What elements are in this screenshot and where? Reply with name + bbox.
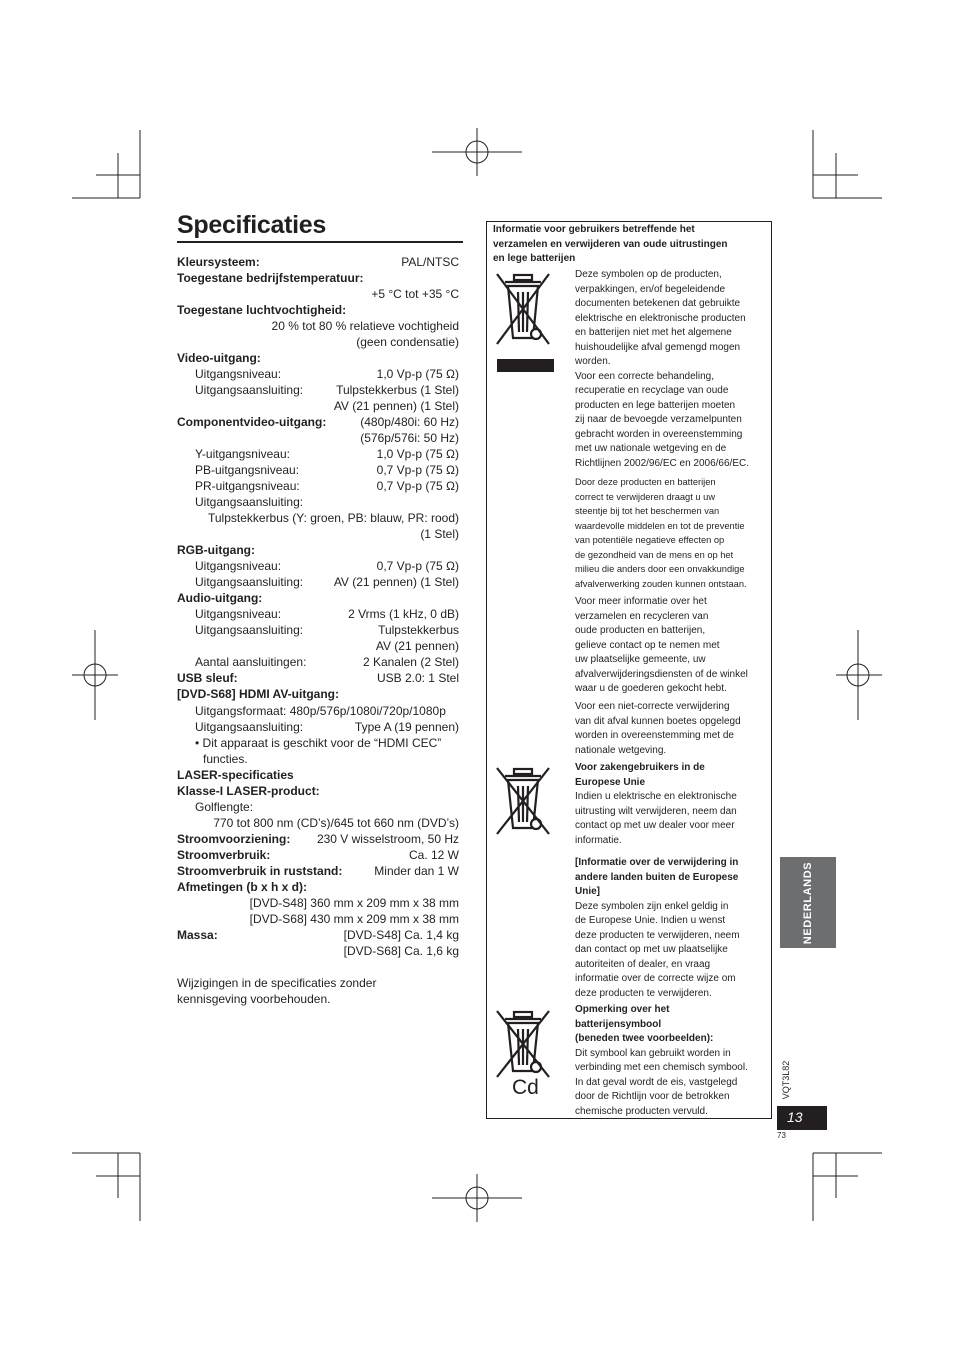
outside-eu-section [575, 856, 767, 1001]
spec-value: 230 V wisselstroom, 50 Hz [316, 832, 459, 846]
crossed-bin-icon [491, 764, 555, 838]
text-line: Richtlijnen 2002/96/EC en 2006/66/EC. [575, 457, 750, 469]
page-number-box [777, 1106, 827, 1130]
text-line: deze producten te verwijderen. [575, 987, 712, 999]
spec-label: Klasse-I LASER-product: [177, 784, 320, 798]
spec-label: Toegestane luchtvochtigheid: [177, 303, 347, 317]
spec-label: Stroomverbruik in ruststand: [177, 864, 343, 878]
section-heading: (beneden twee voorbeelden): [575, 1033, 714, 1044]
text-line: elektrische en elektronische producten [575, 312, 746, 324]
spec-label: Kleursysteem: [177, 255, 260, 269]
text-line: met uw nationale wetgeving en de [575, 443, 727, 454]
spec-label: Stroomvoorziening: [177, 832, 291, 846]
text-line: worden in overeenstemming met de [575, 730, 734, 741]
text-line: waar u de goederen gekocht hebt. [575, 683, 727, 694]
text-line: en batterijen niet met het algemene [575, 327, 732, 338]
spec-value: 1,0 Vp-p (75 Ω) [376, 447, 459, 461]
text-line: Voor meer informatie over het [575, 596, 707, 607]
spec-note: • Dit apparaat is geschikt voor de “HDMI CEC” [195, 736, 442, 750]
text-line: oude producten en batterijen, [575, 625, 706, 636]
text-line: nationale wetgeving. [575, 744, 667, 756]
text-line: Voor een niet-correcte verwijdering [575, 701, 730, 712]
spec-value: PAL/NTSC [401, 255, 459, 269]
text-line: afvalverwerking zouden kunnen ontstaan. [575, 578, 747, 589]
text-line: milieu die anders door een onvakkundige [575, 564, 745, 574]
spec-value: AV (21 pennen) [375, 639, 459, 653]
text-line: Deze symbolen zijn enkel geldig in [575, 900, 729, 912]
text-line: zij naar de bevoegde verzamelpunten [575, 414, 742, 425]
text-line: de Europese Unie. Indien u wenst [575, 915, 726, 926]
language-tab [780, 857, 836, 948]
title-line: Informatie voor gebruikers betreffende het [493, 224, 695, 235]
text-line: Dit symbool kan gebruikt worden in [575, 1047, 731, 1059]
section-heading: Voor zakengebruikers in de [575, 762, 705, 773]
spec-value: [DVD-S48] 360 mm x 209 mm x 38 mm [249, 896, 459, 910]
text-line: dan contact op met uw plaatselijke [575, 944, 728, 955]
spec-value: 770 tot 800 nm (CD’s)/645 tot 660 nm (DVD’s) [213, 816, 459, 830]
text-line: waardevolle middelen en tot de preventie [575, 520, 745, 531]
section-heading: Europese Unie [575, 776, 646, 788]
text-line: Indien u elektrische en elektronische [575, 791, 737, 802]
spec-value: 0,7 Vp-p (75 Ω) [376, 463, 459, 477]
text-line: correct te verwijderen draagt u uw [575, 491, 716, 502]
text-line: autoriteiten of dealer, en vraag [575, 958, 711, 970]
business-users-section [575, 761, 767, 848]
language-tab-label: NEDERLANDS [802, 861, 814, 945]
disposal-paragraph-2 [575, 475, 767, 591]
title-line: en lege batterijen [493, 253, 576, 264]
text-line: van dit afval kunnen boetes opgelegd [575, 715, 741, 727]
text-line: uitrusting wilt verwijderen, neem dan [575, 805, 737, 817]
disposal-paragraph-3 [575, 595, 767, 697]
spec-value: (geen condensatie) [356, 335, 459, 349]
bin-underline-bar [497, 359, 554, 372]
spec-label: Afmetingen (b x h x d): [177, 880, 307, 894]
text-line: chemische producten vervuld. [575, 1105, 708, 1117]
spec-label: Toegestane bedrijfstemperatuur: [177, 271, 364, 285]
notice-line: kennisgeving voorbehouden. [177, 992, 331, 1006]
spec-label: Uitgangsaansluiting: [195, 383, 304, 397]
text-line: contact op met uw dealer voor meer [575, 820, 735, 831]
text-line: Door deze producten en batterijen [575, 477, 716, 487]
spec-value: (1 Stel) [420, 527, 459, 541]
document-code: VQT3L82 [781, 1060, 791, 1100]
spec-value: 2 Vrms (1 kHz, 0 dB) [348, 607, 459, 621]
text-line: worden. [575, 356, 611, 367]
spec-label: Uitgangsniveau: [195, 367, 282, 381]
text-line: verzamelen en recycleren van [575, 610, 709, 622]
spec-label: Uitgangsniveau: [195, 559, 282, 573]
page-sub-number: 73 [777, 1131, 786, 1140]
text-line: documenten betekenen dat gebruikte [575, 298, 741, 309]
spec-label: Uitgangsniveau: [195, 607, 282, 621]
spec-label: PB-uitgangsniveau: [195, 463, 300, 477]
notice-line: Wijzigingen in de specificaties zonder [177, 976, 377, 990]
spec-label: Video-uitgang: [177, 351, 261, 365]
spec-label: Uitgangsaansluiting: [195, 623, 304, 637]
spec-value: AV (21 pennen) (1 Stel) [333, 575, 459, 589]
text-line: huishoudelijke afval gemengd mogen [575, 341, 741, 353]
text-line: informatie. [575, 834, 622, 846]
spec-note: functies. [203, 752, 248, 766]
spec-value: [DVD-S68] 430 mm x 209 mm x 38 mm [249, 912, 459, 926]
disposal-paragraph-1 [575, 268, 767, 471]
spec-label: Y-uitgangsniveau: [195, 447, 290, 461]
spec-value: Tulpstekkerbus (1 Stel) [336, 383, 459, 397]
text-line: In dat geval wordt de eis, vastgelegd [575, 1076, 738, 1088]
spec-notice [177, 975, 376, 1007]
text-line: producten en lege batterijen moeten [575, 399, 736, 411]
spec-value: 0,7 Vp-p (75 Ω) [376, 479, 459, 493]
section-heading: Unie] [575, 886, 600, 897]
spec-value: (480p/480i: 60 Hz) [360, 415, 459, 429]
spec-value: 20 % tot 80 % relatieve vochtigheid [271, 319, 459, 333]
disposal-info-title [493, 223, 765, 267]
spec-label: Componentvideo-uitgang: [177, 415, 327, 429]
spec-value: AV (21 pennen) (1 Stel) [333, 399, 459, 413]
spec-value: Tulpstekkerbus [378, 623, 459, 637]
spec-value: Ca. 12 W [408, 848, 459, 862]
text-line: van potentiële negatieve effecten op [575, 535, 725, 545]
spec-label: Uitgangsaansluiting: [195, 575, 304, 589]
text-line: verbinding met een chemisch symbool. [575, 1062, 748, 1073]
text-line: informatie over de correcte wijze om [575, 973, 736, 984]
spec-value: Minder dan 1 W [374, 864, 459, 878]
spec-label: Audio-uitgang: [177, 591, 263, 605]
text-line: gelieve contact op te nemen met [575, 639, 720, 651]
text-line: steentje bij tot het beschermen van [575, 506, 720, 516]
spec-label: PR-uitgangsniveau: [195, 479, 300, 493]
text-line: recuperatie en recyclage van oude [575, 385, 729, 396]
text-line: de gezondheid van de mens en op het [575, 549, 734, 560]
title-line: verzamelen en verwijderen van oude uitrustingen [493, 238, 728, 250]
text-line: deze producten te verwijderen, neem [575, 929, 740, 941]
spec-label: Golflengte: [195, 800, 254, 814]
crossed-bin-icon [491, 270, 555, 348]
title-rule [177, 241, 463, 243]
spec-value: [DVD-S68] Ca. 1,6 kg [343, 944, 459, 958]
section-heading: andere landen buiten de Europese [575, 871, 739, 883]
spec-label: RGB-uitgang: [177, 543, 255, 557]
spec-label: [DVD-S68] HDMI AV-uitgang: [177, 687, 339, 701]
text-line: verpakkingen, en/of begeleidende [575, 283, 726, 295]
spec-label: USB sleuf: [177, 671, 238, 685]
battery-symbol-section [575, 1003, 767, 1119]
cd-chemical-symbol: Cd [512, 1076, 539, 1099]
spec-label: Aantal aansluitingen: [195, 655, 307, 669]
text-line: door de Richtlijn voor de betrokken [575, 1091, 730, 1102]
crossed-bin-icon [491, 1007, 555, 1081]
page-number: 13 [787, 1109, 803, 1125]
spec-value: Type A (19 pennen) [354, 720, 459, 734]
spec-value: 1,0 Vp-p (75 Ω) [376, 367, 459, 381]
spec-value: +5 °C tot +35 °C [371, 287, 459, 301]
spec-label: Uitgangsaansluiting: [195, 720, 304, 734]
text-line: Voor een correcte behandeling, [575, 370, 714, 382]
text-line: Deze symbolen op de producten, [575, 269, 722, 280]
section-heading: [Informatie over de verwijdering in [575, 857, 739, 868]
section-heading: batterijensymbool [575, 1018, 662, 1030]
spec-value: [DVD-S48] Ca. 1,4 kg [343, 928, 459, 942]
text-line: afvalverwijderingsdiensten of de winkel [575, 668, 748, 680]
spec-label: Stroomverbruik: [177, 848, 271, 862]
spec-label: LASER-specificaties [177, 768, 294, 782]
spec-value: 0,7 Vp-p (75 Ω) [376, 559, 459, 573]
spec-value: Uitgangsformaat: 480p/576p/1080i/720p/1080p [195, 704, 446, 718]
disposal-paragraph-4 [575, 700, 767, 758]
spec-label: Uitgangsaansluiting: [195, 495, 304, 509]
spec-value: USB 2.0: 1 Stel [376, 671, 459, 685]
text-line: uw plaatselijke gemeente, uw [575, 654, 706, 665]
spec-value: 2 Kanalen (2 Stel) [362, 655, 459, 669]
spec-label: Massa: [177, 928, 218, 942]
page-title: Specificaties [177, 211, 326, 239]
spec-value: Tulpstekkerbus (Y: groen, PB: blauw, PR: rood) [207, 511, 459, 525]
text-line: gebracht worden in overeenstemming [575, 428, 743, 440]
section-heading: Opmerking over het [575, 1004, 670, 1015]
spec-value: (576p/576i: 50 Hz) [360, 431, 459, 445]
